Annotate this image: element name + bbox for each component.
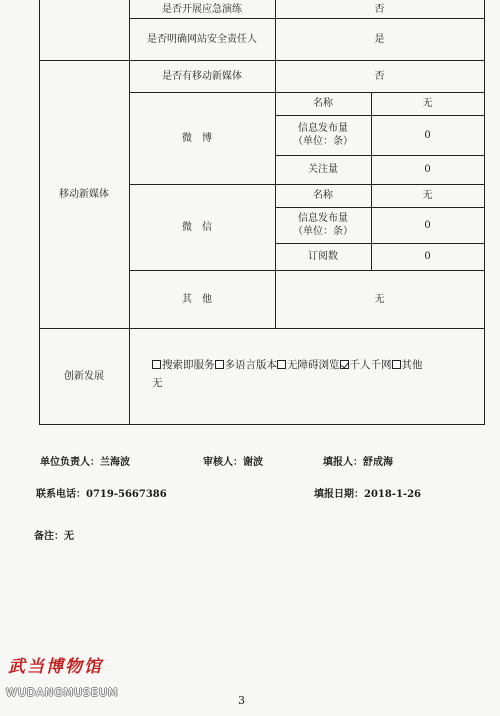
fill-date (314, 488, 421, 502)
wechat-subscribers-label: 订阅数 (308, 251, 338, 262)
weibo-posts-label-line1: 信息发布量 (298, 123, 348, 134)
filler-value: 舒成海 (363, 457, 393, 468)
date-value: 2018-1-26 (364, 489, 422, 500)
reviewer-label: 审核人： (203, 457, 243, 468)
remarks-value: 无 (64, 531, 74, 542)
weibo-name-value: 无 (422, 98, 433, 109)
unit-head-label: 单位负责人： (40, 457, 100, 468)
wechat-name-label: 名称 (313, 190, 333, 201)
filler (323, 456, 393, 470)
weibo-label: 微博 (182, 132, 222, 144)
innovation-options (152, 356, 482, 392)
watermark-chinese: 武当博物馆 (8, 657, 103, 677)
innovation-other-value: 无 (152, 377, 163, 389)
checked-checkbox-icon[interactable] (340, 360, 349, 369)
remarks-label: 备注： (34, 531, 64, 542)
checkbox-icon[interactable] (215, 360, 224, 369)
weibo-followers-value: 0 (424, 164, 431, 175)
wechat-posts-value: 0 (424, 219, 431, 231)
filler-label: 填报人： (323, 457, 363, 468)
option-accessibility[interactable] (277, 359, 340, 371)
phone-label: 联系电话： (36, 489, 86, 500)
option-label: 多语言版本 (224, 359, 277, 371)
mobile-media-section-label: 移动新媒体 (59, 188, 109, 200)
unit-head-value: 兰海波 (100, 457, 130, 468)
weibo-posts-label-line2: （单位：条） (293, 136, 353, 147)
wechat-name-value: 无 (422, 190, 433, 201)
weibo-posts-label (275, 115, 371, 155)
wechat-label: 微信 (182, 221, 222, 233)
checkbox-icon[interactable] (152, 360, 161, 369)
wechat-posts-label (275, 207, 371, 243)
phone-value: 0719-5667386 (86, 489, 167, 500)
page-number: 3 (238, 694, 245, 707)
contact-phone (36, 488, 167, 502)
checkbox-icon[interactable] (277, 360, 286, 369)
reviewer (203, 456, 263, 470)
weibo-posts-value: 0 (424, 129, 431, 141)
has-mobile-media-label: 是否有移动新媒体 (162, 70, 242, 82)
wechat-posts-label-line1: 信息发布量 (298, 213, 348, 224)
wechat-subscribers-value: 0 (424, 251, 431, 262)
option-label: 无障碍浏览 (287, 359, 340, 371)
emergency-drill-label: 是否开展应急演练 (162, 3, 242, 15)
date-label: 填报日期： (314, 489, 364, 500)
option-other[interactable] (392, 359, 423, 371)
security-officer-label: 是否明确网站安全责任人 (147, 33, 257, 45)
other-media-label: 其他 (182, 293, 222, 305)
checkbox-icon[interactable] (392, 360, 401, 369)
option-search-service[interactable] (152, 359, 215, 371)
other-media-value: 无 (374, 293, 385, 305)
wechat-posts-label-line2: （单位：条） (293, 226, 353, 237)
weibo-followers-label: 关注量 (308, 164, 338, 175)
option-label: 搜索即服务 (162, 359, 215, 371)
emergency-drill-value: 否 (374, 3, 385, 15)
reviewer-value: 谢波 (243, 457, 263, 468)
option-multilingual[interactable] (215, 359, 278, 371)
has-mobile-media-value: 否 (374, 70, 385, 82)
watermark-english: WUDANGMUSEUM (6, 686, 119, 699)
weibo-name-label: 名称 (313, 98, 333, 109)
option-label: 其他 (401, 359, 423, 371)
unit-head (40, 456, 130, 470)
innovation-label: 创新发展 (64, 370, 104, 382)
remarks (34, 530, 74, 544)
option-personalized[interactable] (340, 359, 392, 371)
security-officer-value: 是 (374, 33, 385, 45)
option-label: 千人千网 (349, 359, 392, 371)
